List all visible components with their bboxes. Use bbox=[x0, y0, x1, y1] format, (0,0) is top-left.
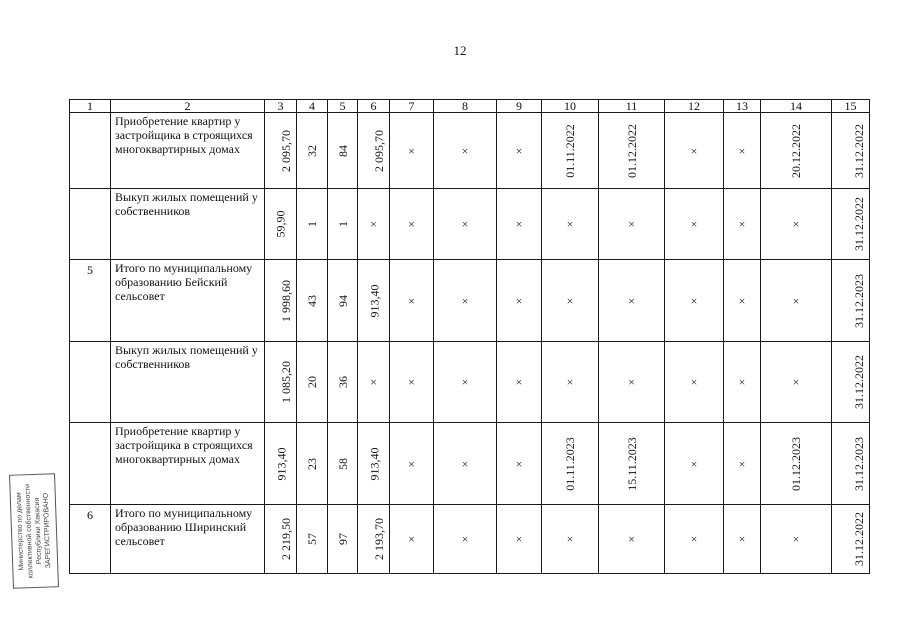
vertical-value: 84 bbox=[335, 144, 350, 157]
header-cell: 1 bbox=[70, 100, 111, 113]
cell-c9 bbox=[497, 423, 542, 505]
row-name-cell: Приобретение квартир у застройщика в строящихся многоквартирных домах bbox=[111, 423, 265, 505]
header-cell: 12 bbox=[665, 100, 724, 113]
cell-c7 bbox=[390, 260, 434, 342]
row-name-cell: Итого по муниципальному образованию Бейский сельсовет bbox=[111, 260, 265, 342]
cross-mark: × bbox=[738, 375, 746, 389]
table-row bbox=[70, 189, 870, 260]
vertical-value: 31.12.2023 bbox=[852, 436, 866, 491]
table-row bbox=[70, 505, 870, 574]
cell-c5 bbox=[328, 113, 358, 189]
cell-c7 bbox=[390, 505, 434, 574]
cross-mark: × bbox=[738, 143, 746, 158]
vertical-value: 31.12.2023 bbox=[852, 273, 866, 328]
header-cell: 10 bbox=[542, 100, 599, 113]
page-number: 12 bbox=[453, 43, 467, 58]
vertical-value: 31.12.2022 bbox=[852, 512, 866, 566]
vertical-value: 01.12.2022 bbox=[624, 123, 639, 178]
vertical-value: 58 bbox=[335, 457, 350, 470]
cross-mark: × bbox=[792, 293, 800, 308]
cross-mark: × bbox=[515, 456, 523, 471]
cell-c8 bbox=[434, 260, 497, 342]
cell-c7 bbox=[390, 189, 434, 260]
header-cell: 3 bbox=[265, 100, 297, 113]
cell-c13 bbox=[724, 505, 761, 574]
vertical-value: 913,40 bbox=[274, 447, 289, 480]
cell-c7 bbox=[390, 342, 434, 423]
cell-c8 bbox=[434, 505, 497, 574]
cell-c15 bbox=[832, 260, 870, 342]
row-name-cell: Выкуп жилых помещений у собственников bbox=[111, 189, 265, 260]
cross-mark: × bbox=[370, 375, 377, 389]
cross-mark: × bbox=[566, 217, 574, 231]
cell-c14 bbox=[761, 342, 832, 423]
cell-c11 bbox=[599, 505, 665, 574]
vertical-value: 2 095,70 bbox=[279, 129, 293, 172]
cross-mark: × bbox=[515, 217, 523, 231]
cell-c11 bbox=[599, 260, 665, 342]
cell-c13 bbox=[724, 189, 761, 260]
cell-c3 bbox=[265, 260, 297, 342]
cell-c5 bbox=[328, 423, 358, 505]
vertical-value: 1 bbox=[335, 221, 350, 227]
cell-c10 bbox=[542, 505, 599, 574]
cell-c11 bbox=[599, 189, 665, 260]
cell-c4 bbox=[297, 260, 328, 342]
cross-mark: × bbox=[461, 532, 469, 546]
cross-mark: × bbox=[370, 217, 377, 231]
cell-c5 bbox=[328, 189, 358, 260]
cross-mark: × bbox=[690, 532, 698, 546]
vertical-value: 94 bbox=[335, 294, 350, 307]
cross-mark: × bbox=[738, 456, 746, 471]
row-name-cell: Приобретение квартир у застройщика в строящихся многоквартирных домах bbox=[111, 113, 265, 189]
cross-mark: × bbox=[690, 143, 698, 158]
cross-mark: × bbox=[408, 293, 415, 308]
cross-mark: × bbox=[738, 532, 746, 546]
cell-c10 bbox=[542, 260, 599, 342]
cell-c12 bbox=[665, 113, 724, 189]
header-cell: 9 bbox=[497, 100, 542, 113]
cell-c3 bbox=[265, 342, 297, 423]
vertical-value: 01.12.2023 bbox=[789, 436, 803, 491]
row-name-cell: Выкуп жилых помещений у собственников bbox=[111, 342, 265, 423]
cross-mark: × bbox=[515, 375, 523, 389]
header-cell: 2 bbox=[111, 100, 265, 113]
cross-mark: × bbox=[738, 293, 746, 308]
table-row bbox=[70, 342, 870, 423]
cell-c11 bbox=[599, 423, 665, 505]
vertical-value: 1 bbox=[305, 221, 319, 227]
cell-c9 bbox=[497, 342, 542, 423]
vertical-value: 20.12.2022 bbox=[789, 123, 803, 178]
cross-mark: × bbox=[628, 217, 635, 231]
cell-c11 bbox=[599, 113, 665, 189]
vertical-value: 43 bbox=[305, 294, 319, 307]
cell-c15 bbox=[832, 342, 870, 423]
cell-c10 bbox=[542, 189, 599, 260]
cell-c15 bbox=[832, 189, 870, 260]
cell-c15 bbox=[832, 423, 870, 505]
cross-mark: × bbox=[515, 293, 523, 308]
cell-c5 bbox=[328, 342, 358, 423]
cross-mark: × bbox=[461, 375, 469, 389]
stamp-line: Министерство по делам bbox=[15, 492, 26, 571]
vertical-value: 23 bbox=[305, 457, 319, 470]
cross-mark: × bbox=[566, 375, 574, 389]
cell-c12 bbox=[665, 342, 724, 423]
cell-c9 bbox=[497, 260, 542, 342]
program-table bbox=[69, 99, 870, 574]
cell-c7 bbox=[390, 113, 434, 189]
cell-c6 bbox=[358, 189, 390, 260]
stamp-line: коллективной собственности bbox=[24, 483, 35, 579]
cell-c4 bbox=[297, 505, 328, 574]
cell-c15 bbox=[832, 113, 870, 189]
table-row bbox=[70, 423, 870, 505]
cell-c14 bbox=[761, 189, 832, 260]
cell-c9 bbox=[497, 505, 542, 574]
cell-c11 bbox=[599, 342, 665, 423]
vertical-value: 1 085,20 bbox=[279, 361, 293, 403]
row-number-cell: 6 bbox=[70, 505, 111, 574]
vertical-value: 31.12.2022 bbox=[852, 123, 866, 178]
cell-c12 bbox=[665, 189, 724, 260]
cell-c5 bbox=[328, 505, 358, 574]
vertical-value: 2 219,50 bbox=[279, 518, 293, 560]
cell-c4 bbox=[297, 342, 328, 423]
vertical-value: 36 bbox=[335, 376, 350, 388]
vertical-value: 57 bbox=[305, 533, 319, 545]
cell-c4 bbox=[297, 189, 328, 260]
cross-mark: × bbox=[690, 375, 698, 389]
cross-mark: × bbox=[515, 143, 523, 158]
registration-stamp bbox=[9, 473, 59, 589]
cross-mark: × bbox=[515, 532, 523, 546]
cross-mark: × bbox=[408, 532, 415, 546]
cross-mark: × bbox=[461, 143, 469, 158]
cell-c10 bbox=[542, 342, 599, 423]
header-cell: 14 bbox=[761, 100, 832, 113]
cell-c3 bbox=[265, 505, 297, 574]
header-cell: 15 bbox=[832, 100, 870, 113]
cell-c13 bbox=[724, 260, 761, 342]
cell-c8 bbox=[434, 189, 497, 260]
vertical-value: 2 193,70 bbox=[372, 518, 386, 560]
cross-mark: × bbox=[738, 217, 746, 231]
vertical-value: 59,90 bbox=[273, 210, 288, 238]
vertical-value: 01.11.2023 bbox=[563, 436, 577, 491]
header-cell: 4 bbox=[297, 100, 328, 113]
vertical-value: 32 bbox=[305, 144, 319, 157]
header-cell: 13 bbox=[724, 100, 761, 113]
cell-c9 bbox=[497, 113, 542, 189]
vertical-value: 31.12.2022 bbox=[852, 355, 866, 409]
cross-mark: × bbox=[408, 375, 415, 389]
cross-mark: × bbox=[566, 532, 574, 546]
cell-c4 bbox=[297, 423, 328, 505]
cross-mark: × bbox=[792, 375, 800, 389]
cell-c4 bbox=[297, 113, 328, 189]
stamp-line: ЗАРЕГИСТРИРОВАНО bbox=[42, 492, 53, 569]
vertical-value: 913,40 bbox=[367, 447, 382, 480]
vertical-value: 2 095,70 bbox=[372, 129, 386, 172]
header-cell: 5 bbox=[328, 100, 358, 113]
cell-c12 bbox=[665, 423, 724, 505]
cross-mark: × bbox=[461, 293, 469, 308]
row-number-cell bbox=[70, 342, 111, 423]
cell-c3 bbox=[265, 189, 297, 260]
cell-c8 bbox=[434, 342, 497, 423]
stamp-line: Республики Хакасия bbox=[33, 497, 44, 565]
vertical-value: 20 bbox=[305, 376, 319, 388]
cell-c13 bbox=[724, 423, 761, 505]
row-number-cell bbox=[70, 189, 111, 260]
cross-mark: × bbox=[408, 143, 415, 158]
cell-c8 bbox=[434, 113, 497, 189]
cell-c8 bbox=[434, 423, 497, 505]
cross-mark: × bbox=[461, 217, 469, 231]
cell-c14 bbox=[761, 505, 832, 574]
cell-c10 bbox=[542, 423, 599, 505]
table-row bbox=[70, 113, 870, 189]
header-cell: 11 bbox=[599, 100, 665, 113]
cell-c14 bbox=[761, 423, 832, 505]
cross-mark: × bbox=[628, 375, 635, 389]
vertical-value: 01.11.2022 bbox=[563, 123, 577, 178]
cell-c6 bbox=[358, 423, 390, 505]
vertical-value: 97 bbox=[335, 533, 350, 545]
cell-c9 bbox=[497, 189, 542, 260]
row-number-cell: 5 bbox=[70, 260, 111, 342]
cell-c5 bbox=[328, 260, 358, 342]
vertical-value: 31.12.2022 bbox=[852, 197, 866, 251]
vertical-value: 913,40 bbox=[367, 284, 382, 317]
cell-c6 bbox=[358, 505, 390, 574]
cell-c12 bbox=[665, 505, 724, 574]
cross-mark: × bbox=[792, 532, 800, 546]
cell-c15 bbox=[832, 505, 870, 574]
cross-mark: × bbox=[461, 456, 469, 471]
cell-c12 bbox=[665, 260, 724, 342]
cross-mark: × bbox=[566, 293, 574, 308]
cell-c10 bbox=[542, 113, 599, 189]
cell-c3 bbox=[265, 113, 297, 189]
cell-c6 bbox=[358, 113, 390, 189]
cross-mark: × bbox=[628, 293, 635, 308]
header-row bbox=[70, 100, 870, 113]
row-number-cell bbox=[70, 423, 111, 505]
vertical-value: 15.11.2023 bbox=[624, 436, 639, 491]
header-cell: 8 bbox=[434, 100, 497, 113]
table-row bbox=[70, 260, 870, 342]
header-cell: 7 bbox=[390, 100, 434, 113]
cell-c14 bbox=[761, 113, 832, 189]
cross-mark: × bbox=[690, 293, 698, 308]
cross-mark: × bbox=[408, 456, 415, 471]
cell-c7 bbox=[390, 423, 434, 505]
cross-mark: × bbox=[408, 217, 415, 231]
cell-c6 bbox=[358, 342, 390, 423]
cell-c3 bbox=[265, 423, 297, 505]
vertical-value: 1 998,60 bbox=[279, 279, 293, 322]
header-cell: 6 bbox=[358, 100, 390, 113]
row-name-cell: Итого по муниципальному образованию Ширинский сельсовет bbox=[111, 505, 265, 574]
cross-mark: × bbox=[792, 217, 800, 231]
cross-mark: × bbox=[690, 217, 698, 231]
cell-c6 bbox=[358, 260, 390, 342]
cross-mark: × bbox=[628, 532, 635, 546]
cross-mark: × bbox=[690, 456, 698, 471]
cell-c14 bbox=[761, 260, 832, 342]
row-number-cell bbox=[70, 113, 111, 189]
cell-c13 bbox=[724, 113, 761, 189]
cell-c13 bbox=[724, 342, 761, 423]
